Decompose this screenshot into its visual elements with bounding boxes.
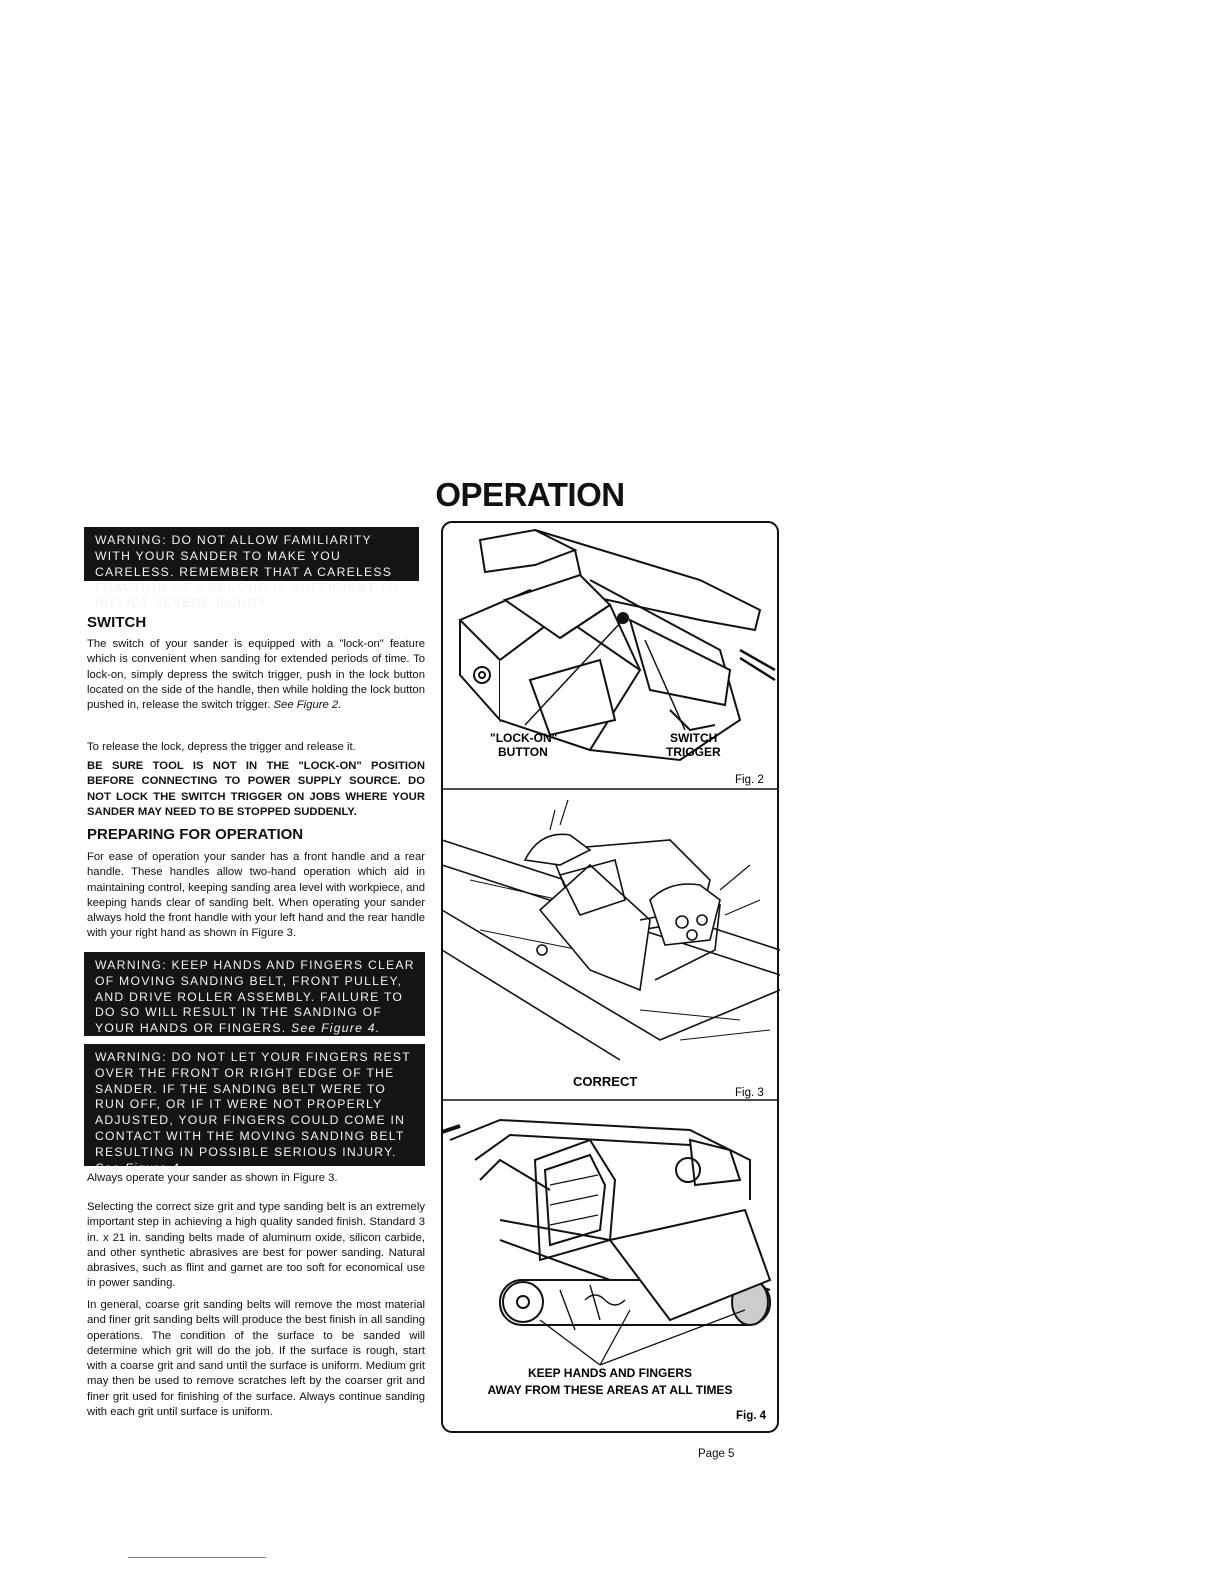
switch-caution: BE SURE TOOL IS NOT IN THE "LOCK-ON" POSITION BEFORE CONNECTING TO POWER SUPPLY SOURCE. DO NOT LOCK THE SWITCH TRIGGER ON JOBS WHERE YOUR SANDER MAY NEED TO BE STOPPED SUDDENLY. xyxy=(87,760,425,818)
figure-4-label: Fig. 4 xyxy=(736,1410,767,1422)
section-heading-switch: SWITCH xyxy=(87,614,147,631)
warning-box-finger-position xyxy=(84,1044,425,1175)
warning-figure-ref: See Figure 4. xyxy=(291,1021,381,1036)
figure-2-label: Fig. 2 xyxy=(735,774,764,786)
page-number: Page 5 xyxy=(698,1448,735,1460)
figure-4-caption-line-1: KEEP HANDS AND FINGERS xyxy=(527,1366,693,1380)
callout-trigger: TRIGGER xyxy=(666,745,721,759)
warning-figure-ref: See Figure 4. xyxy=(95,1160,185,1175)
callout-switch: SWITCH xyxy=(670,731,718,745)
figure-3-correct-grip-illustration xyxy=(442,800,780,1060)
figures-panel xyxy=(440,520,782,1435)
figure-4-caption-line-2: AWAY FROM THESE AREAS AT ALL TIMES xyxy=(487,1383,733,1397)
warning-box-moving-belt xyxy=(84,952,425,1036)
callout-lock-on: "LOCK-ON" xyxy=(490,731,558,745)
warning-text: WARNING: DO NOT LET YOUR FINGERS REST OVER THE FRONT OR RIGHT EDGE OF THE SANDER. IF THE SANDING BELT WERE TO RUN OFF, OR IF IT WERE NOT PROPERLY ADJUSTED, YOUR FINGERS COULD COME IN CONTACT WITH THE MOVING SANDING BELT RESULTING IN POSSIBLE SERIOUS INJURY. xyxy=(95,1050,411,1159)
switch-paragraph-1 xyxy=(87,637,425,713)
preparing-paragraph-4: In general, coarse grit sanding belts will remove the most material and finer grit sanding belts will produce the best finish in all sanding operations. The condition of the surface to be sanded will determine which grit will do the job. If the surface is rough, start with a coarse grit and sand until the surface is uniform. Medium grit may then be used to remove scratches left by the coarser grit and finer grit used for finishing of the surface. Always continue sanding with each grit until surface is uniform. xyxy=(87,1299,425,1419)
warning-text: WARNING: KEEP HANDS AND FINGERS CLEAR OF MOVING SANDING BELT, FRONT PULLEY, AND DRIVE ROLLER ASSEMBLY. FAILURE TO DO SO WILL RESULT IN THE SANDING OF YOUR HANDS OR FINGERS. xyxy=(95,958,415,1036)
figure-2-sander-illustration xyxy=(460,530,775,760)
callout-lock-on-button: BUTTON xyxy=(498,745,548,759)
warning-box-familiarity xyxy=(84,527,419,611)
scan-artifact-line xyxy=(128,1557,266,1558)
section-heading-preparing: PREPARING FOR OPERATION xyxy=(87,826,304,843)
preparing-paragraph-3: Selecting the correct size grit and type sanding belt is an extremely important step in achieving a high quality sanded finish. Standard 3 in. x 21 in. sanding belts made of aluminum oxide, silicon carbide, and other synthetic abrasives are best for power sanding. Natural abrasives, such as flint and garnet are too soft for economical use in power sanding. xyxy=(87,1201,425,1290)
switch-p1-text: The switch of your sander is equipped with a "lock-on" feature which is convenient when sanding for extended periods of time. To lock-on, simply depress the switch trigger, push in the lock button located on the side of the handle, then while holding the lock button pushed in, release the switch trigger. xyxy=(87,638,425,712)
switch-paragraph-2: To release the lock, depress the trigger and release it. xyxy=(87,741,356,753)
page-title: OPERATION xyxy=(435,476,625,513)
figure-3-label: Fig. 3 xyxy=(735,1087,764,1099)
switch-p1-ref: See Figure 2. xyxy=(273,699,342,712)
preparing-paragraph-1: For ease of operation your sander has a front handle and a rear handle. These handles allow two-hand operation which aid in maintaining control, keeping sanding area level with workpiece, and keeping hands clear of sanding belt. When operating your sander always hold the front handle with your left hand and the rear handle with your right hand as shown in Figure 3. xyxy=(87,851,425,940)
preparing-paragraph-2: Always operate your sander as shown in Figure 3. xyxy=(87,1172,338,1184)
figure-3-caption: CORRECT xyxy=(573,1074,638,1089)
warning-text: WARNING: DO NOT ALLOW FAMILIARITY WITH YOUR SANDER TO MAKE YOU CARELESS. REMEMBER THAT A CARELESS FRACTION OF A SECOND IS SUFFICIENT TO INFLICT SEVERE INJURY. xyxy=(95,533,400,611)
figure-4-danger-areas-illustration xyxy=(442,1120,770,1365)
